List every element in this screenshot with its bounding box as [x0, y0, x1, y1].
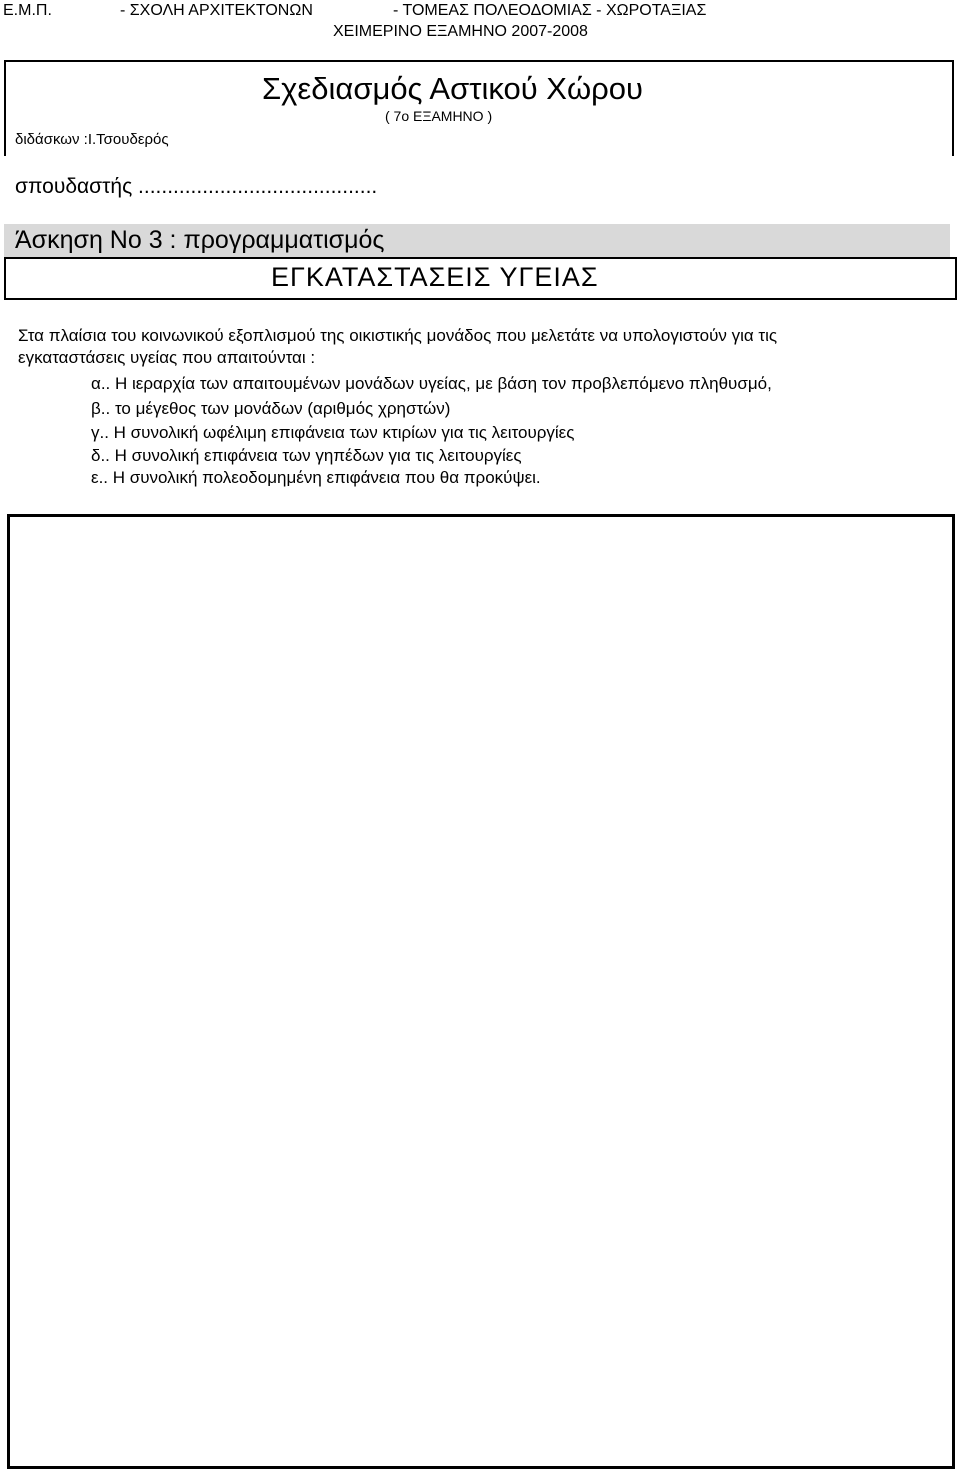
list-item: γ.. Η συνολική ωφέλιμη επιφάνεια των κτιρίων για τις λειτουργίες: [91, 423, 575, 442]
instructor-label: διδάσκων :Ι.Τσουδερός: [15, 131, 169, 148]
list-item: α.. Η ιεραρχία των απαιτουμένων μονάδων υγείας, με βάση τον προβλεπόμενο πληθυσμό,: [91, 374, 772, 393]
course-semester: ( 7ο ΕΞΑΜΗΝΟ ): [385, 108, 493, 124]
header-school: - ΣΧΟΛΗ ΑΡΧΙΤΕΚΤΟΝΩΝ: [120, 2, 313, 19]
drawing-area[interactable]: [7, 514, 955, 1469]
student-field[interactable]: σπουδαστής .........................................: [15, 175, 378, 198]
course-title: Σχεδιασμός Αστικού Χώρου: [262, 71, 643, 106]
exercise-subtitle: ΕΓΚΑΤΑΣΤΑΣΕΙΣ ΥΓΕΙΑΣ: [271, 262, 599, 292]
course-frame-left-border: [4, 60, 6, 156]
list-item: δ.. Η συνολική επιφάνεια των γηπέδων για τις λειτουργίες: [91, 446, 522, 465]
header-department: - ΤΟΜΕΑΣ ΠΟΛΕΟΔΟΜΙΑΣ - ΧΩΡΟΤΑΞΙΑΣ: [393, 2, 707, 19]
exercise-title: Άσκηση Νο 3 : προγραμματισμός: [15, 226, 385, 254]
intro-line-1: Στα πλαίσια του κοινωνικού εξοπλισμού της οικιστικής μονάδος που μελετάτε να υπολογιστούν για τις: [18, 326, 778, 345]
header-term: ΧΕΙΜΕΡΙΝΟ ΕΞΑΜΗΝΟ 2007-2008: [333, 23, 588, 40]
header-org: Ε.Μ.Π.: [3, 2, 52, 19]
list-item: β.. το μέγεθος των μονάδων (αριθμός χρηστών): [91, 399, 451, 418]
intro-line-2: εγκαταστάσεις υγείας που απαιτούνται :: [18, 348, 316, 367]
course-frame-right-border: [952, 60, 954, 156]
list-item: ε.. Η συνολική πολεοδομημένη επιφάνεια που θα προκύψει.: [91, 468, 541, 487]
